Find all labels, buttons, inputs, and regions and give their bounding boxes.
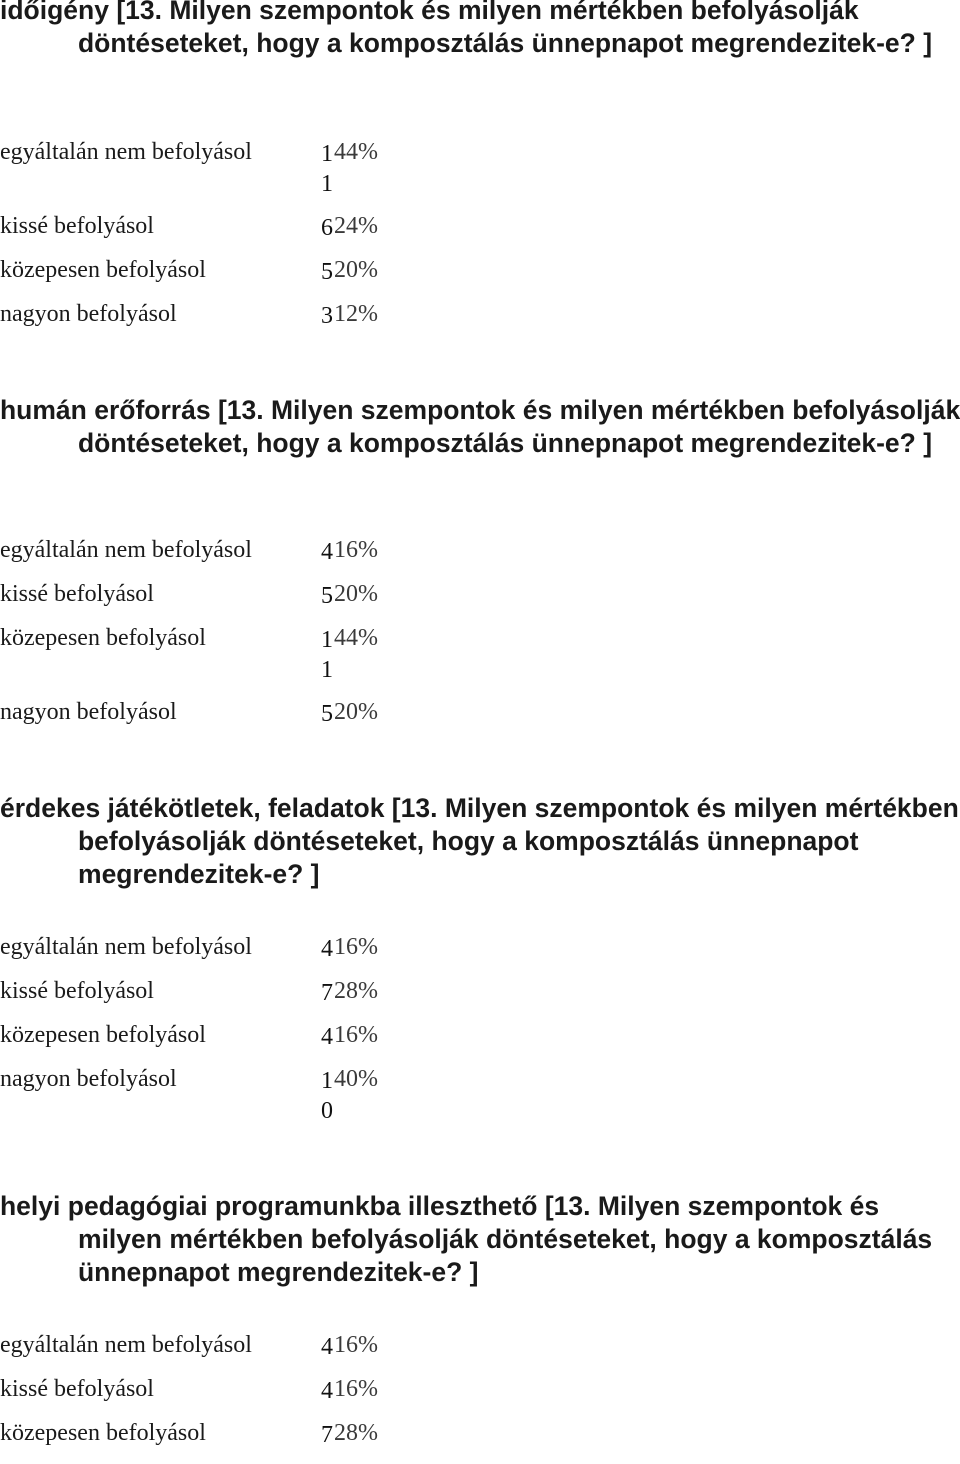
result-row: [0, 699, 400, 743]
answer-percent: 20%: [334, 699, 378, 725]
answer-label: nagyon befolyásol: [0, 1066, 177, 1092]
answer-label: közepesen befolyásol: [0, 1022, 206, 1048]
result-row: [0, 1420, 400, 1464]
answer-label: közepesen befolyásol: [0, 625, 206, 651]
answer-count: 4: [321, 1334, 333, 1360]
answer-count: 7: [321, 1422, 333, 1448]
section-title-local-pedagogy: helyi pedagógiai programunkba illeszthető [13. Milyen szempontok és milyen mértékben befolyásolják döntéseteket, hogy a komposztálás ünnepnapot megrendezitek-e? ]: [0, 1191, 933, 1287]
answer-count: 3: [321, 303, 333, 329]
result-row: [0, 1332, 400, 1376]
answer-label: közepesen befolyásol: [0, 1420, 206, 1446]
answer-label: egyáltalán nem befolyásol: [0, 537, 252, 563]
answer-count: 4: [321, 539, 333, 565]
answer-label: egyáltalán nem befolyásol: [0, 1332, 252, 1358]
answer-count: 11: [321, 141, 333, 197]
result-row: [0, 1376, 400, 1420]
result-row: [0, 301, 400, 345]
result-row: [0, 1066, 400, 1124]
answer-label: kissé befolyásol: [0, 213, 154, 239]
answer-percent: 20%: [334, 581, 378, 607]
answer-label: közepesen befolyásol: [0, 257, 206, 283]
answer-count: 6: [321, 215, 333, 241]
answer-count: 5: [321, 583, 333, 609]
answer-percent: 24%: [334, 213, 378, 239]
answer-percent: 44%: [334, 625, 378, 651]
result-row: [0, 625, 400, 683]
answer-label: nagyon befolyásol: [0, 301, 177, 327]
answer-percent: 16%: [334, 1022, 378, 1048]
answer-percent: 20%: [334, 257, 378, 283]
answer-percent: 12%: [334, 301, 378, 327]
answer-label: egyáltalán nem befolyásol: [0, 139, 252, 165]
result-row: [0, 213, 400, 257]
answer-percent: 16%: [334, 537, 378, 563]
answer-percent: 40%: [334, 1066, 378, 1092]
answer-count: 5: [321, 701, 333, 727]
answer-percent: 28%: [334, 978, 378, 1004]
answer-count: 4: [321, 1024, 333, 1050]
answer-percent: 16%: [334, 1376, 378, 1402]
answer-percent: 16%: [334, 1332, 378, 1358]
answer-percent: 16%: [334, 934, 378, 960]
answer-count: 10: [321, 1068, 333, 1124]
result-row: [0, 581, 400, 625]
answer-label: nagyon befolyásol: [0, 699, 177, 725]
answer-percent: 44%: [334, 139, 378, 165]
answer-label: kissé befolyásol: [0, 978, 154, 1004]
result-row: [0, 537, 400, 581]
answer-count: 5: [321, 259, 333, 285]
section-title-time-requirement: időigény [13. Milyen szempontok és milyen mértékben befolyásolják döntéseteket, hogy a komposztálás ünnepnapot megrendezitek-e? ]: [0, 0, 933, 58]
answer-count: 11: [321, 627, 333, 683]
result-row: [0, 139, 400, 197]
result-row: [0, 978, 400, 1022]
section-title-human-resources: humán erőforrás [13. Milyen szempontok és milyen mértékben befolyásolják döntéseteket, hogy a komposztálás ünnepnapot megrendezitek-e? ]: [0, 395, 960, 458]
answer-label: kissé befolyásol: [0, 1376, 154, 1402]
answer-count: 7: [321, 980, 333, 1006]
section-title-interesting-games: érdekes játékötletek, feladatok [13. Milyen szempontok és milyen mértékben befolyásolják döntéseteket, hogy a komposztálás ünnepnapot megrendezitek-e? ]: [0, 793, 959, 889]
result-row: [0, 1022, 400, 1066]
answer-count: 4: [321, 1378, 333, 1404]
answer-label: egyáltalán nem befolyásol: [0, 934, 252, 960]
answer-label: kissé befolyásol: [0, 581, 154, 607]
result-row: [0, 257, 400, 301]
result-row: [0, 934, 400, 978]
answer-count: 4: [321, 936, 333, 962]
answer-percent: 28%: [334, 1420, 378, 1446]
